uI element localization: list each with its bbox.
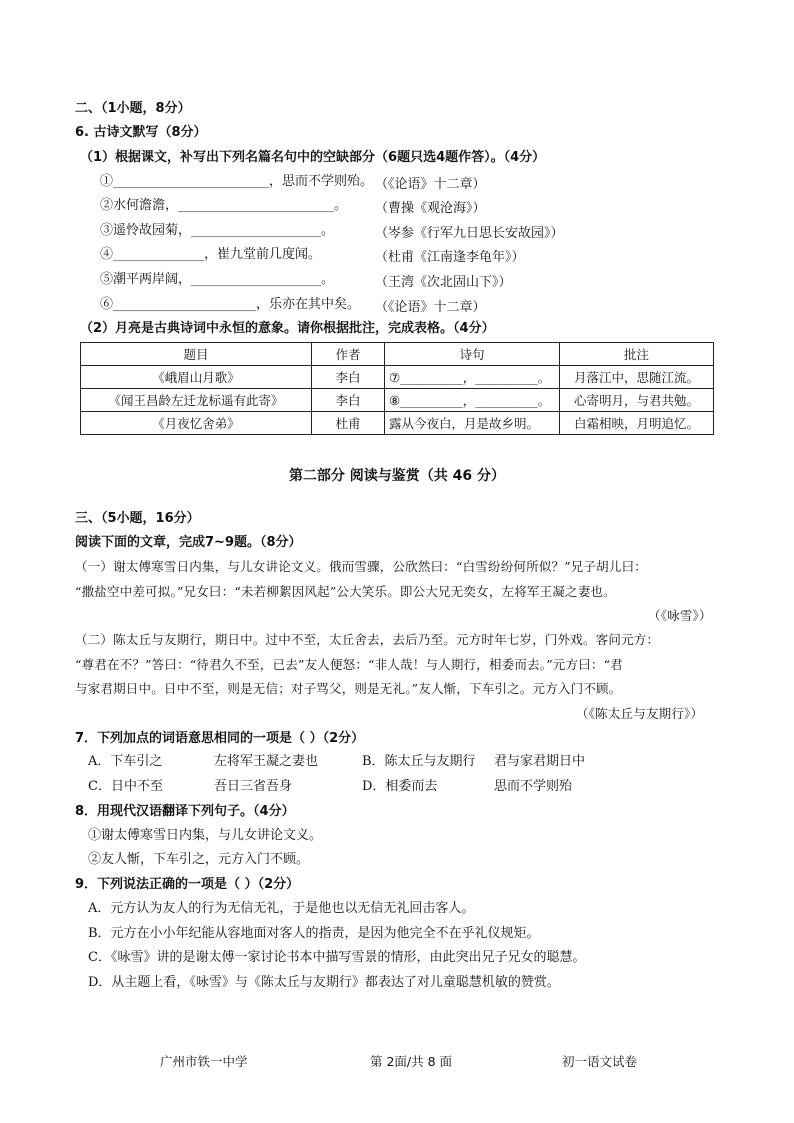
- section-header: 二、（1小题，8分）: [75, 101, 191, 116]
- table-row: [81, 366, 714, 389]
- translate-item: ①谢太傅寒雪日内集，与儿女讲论文义。: [88, 828, 323, 843]
- passage-source: （《陈太丘与友期行》）: [576, 706, 704, 721]
- question-subtitle: （1）根据课文，补写出下列名篇名句中的空缺部分（6题只选4题作答）。（4分）: [80, 150, 546, 165]
- passage-line: （一）谢太傅寒雪日内集，与儿女讲论文义。俄而雪骤，公欣然曰：“白雪纷纷何所似？”兄子胡儿曰：: [75, 559, 647, 574]
- passage-line: 与家君期日中。日中不至，则是无信；对子骂父，则是无礼。”友人惭，下车引之。元方入门不顾。: [75, 681, 622, 696]
- fill-item: ⑥______________________，乐亦在其中矣。: [100, 297, 361, 312]
- fill-source: （曹操《观沧海》）: [375, 201, 486, 216]
- passage-source: （《咏雪》）: [648, 608, 712, 623]
- question-title: 8．用现代汉语翻译下列句子。（4分）: [75, 804, 295, 819]
- table-cell: 心寄明月，与君共勉。: [560, 389, 714, 412]
- translate-item: ②友人惭，下车引之，元方入门不顾。: [88, 852, 310, 867]
- choice-item: A．元方认为友人的行为无信无礼，于是他也以无信无礼回击客人。: [88, 901, 475, 916]
- option-d: D．相委而去: [362, 779, 438, 794]
- table-cell: 露从今夜白，月是故乡明。: [385, 412, 560, 435]
- option-a: A．下车引之: [88, 754, 163, 769]
- table-header-row: [81, 343, 714, 366]
- fill-source: （杜甫《江南逢李龟年》）: [375, 250, 525, 265]
- fill-item: ②水何澹澹，________________________。: [100, 198, 348, 213]
- table-cell: 《闻王昌龄左迁龙标遥有此寄》: [81, 389, 312, 412]
- choice-item: D．从主题上看，《咏雪》与《陈太丘与友期行》都表达了对儿童聪慧机敏的赞赏。: [88, 975, 560, 990]
- column-header: 批注: [560, 343, 714, 366]
- passage-line: “尊君在不？”答曰：“待君久不至，已去”友人便怒：“非人哉！与人期行，相委而去。”元方曰：“君: [75, 657, 623, 672]
- part-title: 第二部分 阅读与鉴赏（共 46 分）: [288, 468, 506, 484]
- footer-exam-name: 初一语文试卷: [562, 1054, 638, 1069]
- table-row: [81, 389, 714, 412]
- fill-item: ④______________，崔九堂前几度闻。: [100, 247, 322, 262]
- table-cell: 白霜相映，月明追忆。: [560, 412, 714, 435]
- poem-table: [80, 342, 714, 435]
- section-header: 三、（5小题，16分）: [75, 511, 200, 526]
- option-a-compare: 左将军王凝之妻也: [214, 754, 319, 769]
- fill-source: （《论语》十二章）: [375, 300, 486, 315]
- column-header: 诗句: [385, 343, 560, 366]
- table-cell: 月落江中，思随江流。: [560, 366, 714, 389]
- question-subtitle: （2）月亮是古典诗词中永恒的意象。请你根据批注，完成表格。（4分）: [80, 321, 495, 336]
- passage-line: “撒盐空中差可拟。”兄女曰：“未若柳絮因风起”公大笑乐。即公大兄无奕女，左将军王凝之妻也。: [75, 584, 616, 599]
- choice-item: C．《咏雪》讲的是谢太傅一家讨论书本中描写雪景的情形，由此突出兄子兄女的聪慧。: [88, 950, 586, 965]
- table-cell: ⑧__________，__________。: [385, 389, 560, 412]
- table-cell: 李白: [312, 366, 385, 389]
- question-title: 9．下列说法正确的一项是（ ）（2分）: [75, 877, 300, 892]
- option-c-compare: 吾日三省吾身: [214, 779, 293, 794]
- option-c: C．日中不至: [88, 779, 163, 794]
- column-header: 题目: [81, 343, 312, 366]
- question-title: 6. 古诗文默写（8分）: [75, 125, 207, 140]
- fill-source: （《论语》十二章）: [375, 177, 486, 192]
- fill-source: （岑参《行军九日思长安故园》）: [375, 226, 564, 241]
- footer-school: 广州市铁一中学: [160, 1054, 248, 1069]
- table-row: [81, 412, 714, 435]
- table-cell: 杜甫: [312, 412, 385, 435]
- fill-item: ③遥怜故园菊，____________________。: [100, 223, 335, 238]
- column-header: 作者: [312, 343, 385, 366]
- reading-intro: 阅读下面的文章，完成7~9题。（8分）: [75, 535, 302, 550]
- option-b: B．陈太丘与友期行: [362, 754, 476, 769]
- table-cell: 《峨眉山月歌》: [81, 366, 312, 389]
- fill-item: ⑤潮平两岸阔，____________________。: [100, 272, 335, 287]
- choice-item: B．元方在小小年纪能从容地面对客人的指责，是因为他完全不在乎礼仪规矩。: [88, 926, 540, 941]
- fill-source: （王湾《次北固山下》）: [375, 275, 512, 290]
- footer-page-number: 第 2面/共 8 面: [370, 1054, 453, 1069]
- fill-item: ①________________________，思而不学则殆。: [100, 174, 374, 189]
- passage-line: （二）陈太丘与友期行，期日中。过中不至，太丘舍去，去后乃至。元方时年七岁，门外戏。客问元方：: [75, 632, 660, 647]
- table-cell: 李白: [312, 389, 385, 412]
- option-b-compare: 君与家君期日中: [494, 754, 586, 769]
- table-cell: ⑦__________，__________。: [385, 366, 560, 389]
- question-title: 7．下列加点的词语意思相同的一项是（ ）（2分）: [75, 731, 365, 746]
- option-d-compare: 思而不学则殆: [494, 779, 573, 794]
- table-cell: 《月夜忆舍弟》: [81, 412, 312, 435]
